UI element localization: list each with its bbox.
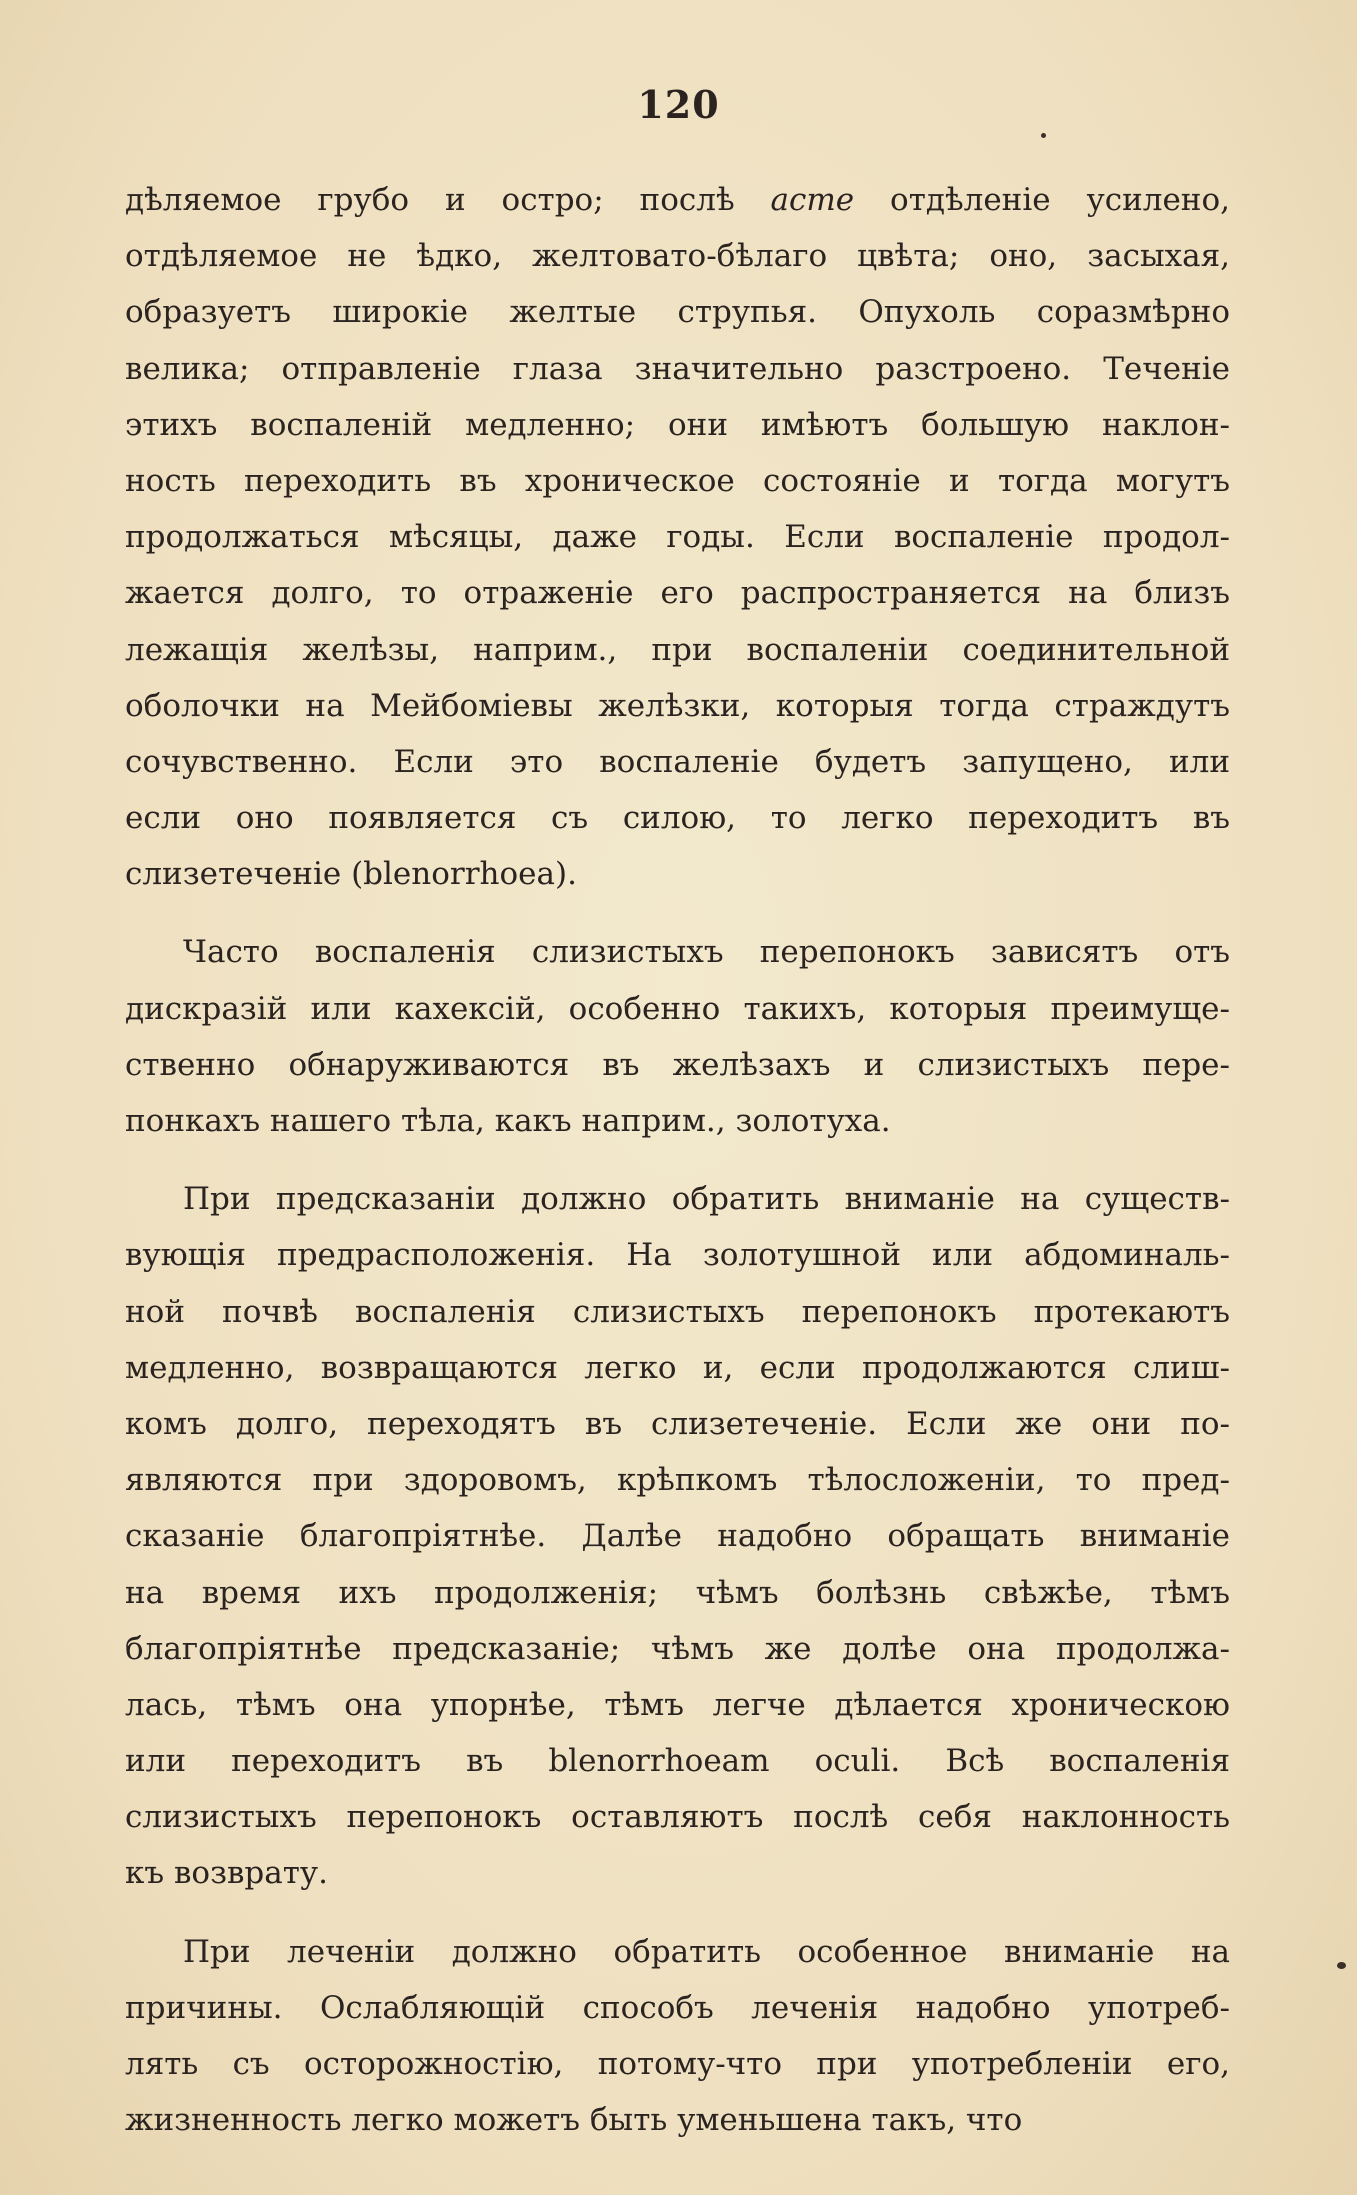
text-line: лась, тѣмъ она упорнѣе, тѣмъ легче дѣлается хроническою (125, 1686, 1230, 1723)
paragraph-gap (125, 1902, 1230, 1924)
text-line: медленно, возвращаются легко и, если продолжаются слиш- (125, 1349, 1230, 1386)
paragraph (125, 1924, 1230, 2149)
text-line: дѣляемое грубо и остро; послѣ acme отдѣленіе усилено, (125, 182, 1230, 218)
text-line: При предсказаніи должно обратить вниманіе на существ- (183, 1181, 1230, 1218)
paragraph (125, 1171, 1230, 1901)
text-line: жается долго, то отраженіе его распространяется на близъ (125, 575, 1230, 612)
paragraph-gap (125, 1149, 1230, 1171)
text-line: лежащія желѣзы, наприм., при воспаленіи соединительной (125, 631, 1230, 668)
ink-speck (1041, 133, 1046, 138)
text-line: благопріятнѣе предсказаніе; чѣмъ же долѣе она продолжа- (125, 1630, 1230, 1667)
text-line: слизистыхъ перепонокъ оставляютъ послѣ себя наклонность (125, 1799, 1230, 1836)
text-line: причины. Ослабляющій способъ леченія надобно употреб- (125, 1989, 1230, 2026)
text-line: лять съ осторожностію, потому-что при употребленіи его, (125, 2046, 1230, 2082)
text-line: ность переходить въ хроническое состояніе и тогда могутъ (125, 462, 1230, 499)
text-line: велика; отправленіе глаза значительно разстроено. Теченіе (125, 350, 1230, 387)
page-number: 120 (637, 82, 720, 127)
text-line: на время ихъ продолженія; чѣмъ болѣзнь свѣжѣе, тѣмъ (125, 1574, 1230, 1611)
text-line: или переходитъ въ blenorrhoeam oculi. Всѣ воспаленія (125, 1743, 1230, 1780)
text-line: жизненность легко можетъ быть уменьшена такъ, что (125, 2102, 1023, 2139)
text-line: если оно появляется съ силою, то легко переходитъ въ (125, 800, 1230, 837)
text-line: къ возврату. (125, 1855, 328, 1892)
text-line: комъ долго, переходятъ въ слизетеченіе. Если же они по- (125, 1405, 1230, 1442)
text-line: Часто воспаленія слизистыхъ перепонокъ зависятъ отъ (183, 934, 1230, 971)
italic-term: acme (770, 182, 855, 218)
text-line: слизетеченіе (blenorrhoea). (125, 856, 577, 893)
text-line: сочувственно. Если это воспаленіе будетъ запущено, или (125, 743, 1230, 780)
text-line: этихъ воспаленій медленно; они имѣютъ большую наклон- (125, 406, 1230, 443)
text-line: дискразій или кахексій, особенно такихъ, которыя преимуще- (125, 990, 1230, 1027)
text-line: ной почвѣ воспаленія слизистыхъ перепонокъ протекаютъ (125, 1293, 1230, 1330)
text-line: продолжаться мѣсяцы, даже годы. Если воспаленіе продол- (125, 519, 1230, 556)
text-line: являются при здоровомъ, крѣпкомъ тѣлосложеніи, то пред- (125, 1462, 1230, 1499)
text-line: понкахъ нашего тѣла, какъ наприм., золотуха. (125, 1103, 891, 1139)
ink-speck (1337, 1962, 1346, 1969)
text-line: оболочки на Мейбоміевы желѣзки, которыя тогда страждутъ (125, 687, 1230, 724)
text-line: ственно обнаруживаются въ желѣзахъ и слизистыхъ пере- (125, 1046, 1230, 1083)
text-line: отдѣляемое не ѣдко, желтовато-бѣлаго цвѣта; оно, засыхая, (125, 238, 1230, 275)
body-text (125, 172, 1230, 2148)
text-line: При леченіи должно обратить особенное вниманіе на (183, 1933, 1230, 1970)
paragraph (125, 924, 1230, 1149)
text-line: вующія предрасположенія. На золотушной или абдоминаль- (125, 1237, 1230, 1274)
text-line: сказаніе благопріятнѣе. Далѣе надобно обращать вниманіе (125, 1518, 1230, 1555)
paragraph-gap (125, 902, 1230, 924)
paragraph (125, 172, 1230, 902)
text-line: образуетъ широкіе желтые струпья. Опухоль соразмѣрно (125, 294, 1230, 331)
